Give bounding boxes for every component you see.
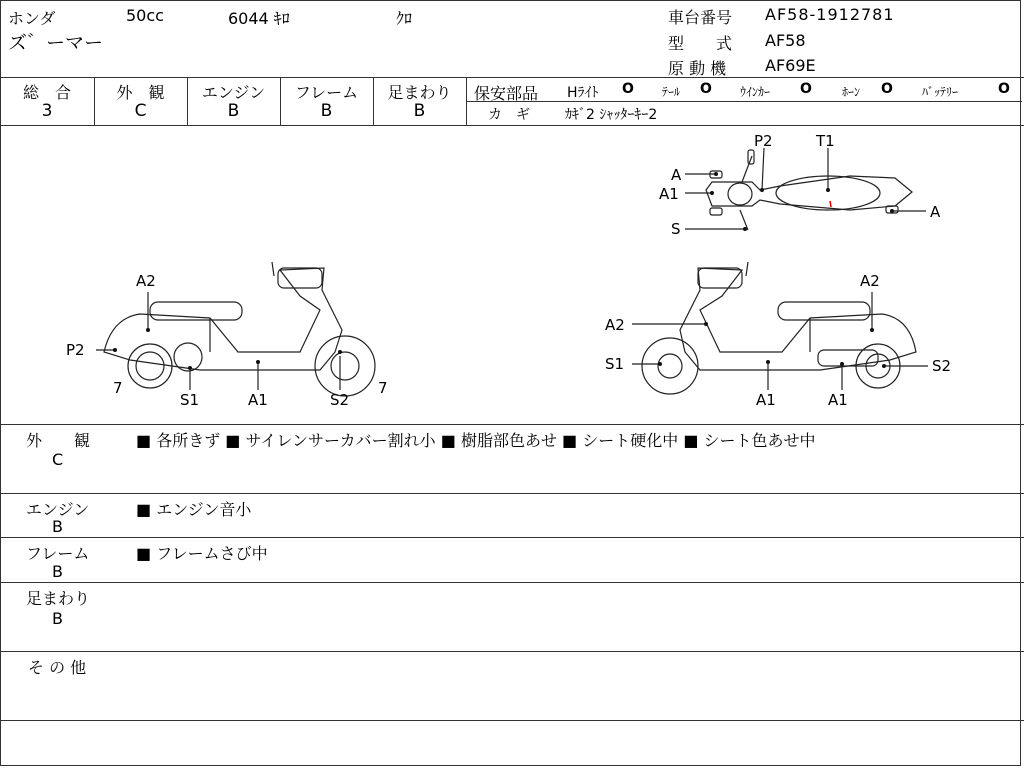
- frame-no: AF58-1912781: [765, 5, 895, 24]
- safety-item-tail: ﾃｰﾙ: [662, 85, 681, 99]
- color: ｸﾛ: [396, 9, 413, 28]
- label-left-7b: 7: [378, 379, 388, 397]
- safety-item-winker: ｳｲﾝｶｰ: [740, 85, 771, 99]
- divider: [0, 651, 1024, 652]
- grade-suspension: B: [413, 101, 426, 121]
- detail-items-frame: ■ フレームさび中: [136, 544, 268, 563]
- grade-frame: B: [320, 101, 333, 121]
- detail-items-exterior: ■ 各所きず ■ サイレンサーカバー割れ小 ■ 樹脂部色あせ ■ シート硬化中 ■ シート色あせ中: [136, 431, 816, 450]
- detail-label-engine: エンジン: [26, 500, 90, 519]
- divider: [0, 424, 1024, 425]
- model-name: ズ゛ーマー: [8, 32, 104, 54]
- detail-grade-frame: B: [52, 562, 63, 581]
- safety-item-horn: ﾎｰﾝ: [842, 85, 861, 99]
- label-left-s2: S2: [330, 391, 350, 409]
- label-left-s1: S1: [180, 391, 200, 409]
- engine-value: AF69E: [765, 56, 816, 75]
- safety-mark-horn: O: [881, 81, 893, 97]
- divider: [0, 582, 1024, 583]
- grade-exterior: C: [134, 101, 147, 121]
- grade-header-engine: エンジン: [201, 83, 266, 102]
- key-label: カ ギ: [488, 107, 530, 123]
- detail-label-exterior: 外 観: [26, 431, 91, 450]
- label-right-a1a: A1: [756, 391, 776, 409]
- grade-overall: 3: [41, 101, 53, 121]
- label-top-p2: P2: [754, 132, 773, 150]
- label-left-a1: A1: [248, 391, 268, 409]
- divider: [0, 537, 1024, 538]
- label-right-s1: S1: [605, 355, 625, 373]
- frame-no-label: 車台番号: [668, 8, 733, 27]
- label-top-a-right: A: [930, 203, 941, 221]
- displacement: 50cc: [126, 6, 164, 25]
- label-top-a-left: A: [671, 166, 682, 184]
- divider: [466, 101, 1022, 102]
- scooter-right-view: [632, 262, 928, 394]
- label-right-a2-rear: A2: [860, 272, 880, 290]
- type-label: 型 式: [668, 34, 733, 53]
- label-right-s2: S2: [932, 357, 952, 375]
- detail-items-engine: ■ エンジン音小: [136, 500, 252, 519]
- detail-label-suspension: 足まわり: [26, 589, 91, 608]
- label-right-a2-front: A2: [605, 316, 625, 334]
- safety-title: 保安部品: [474, 84, 539, 103]
- scooter-top-view: [685, 148, 926, 230]
- detail-grade-suspension: B: [52, 609, 63, 628]
- grade-engine: B: [227, 101, 240, 121]
- detail-grade-engine: B: [52, 517, 63, 536]
- grade-header-frame: フレーム: [294, 83, 359, 102]
- divider: [0, 77, 1024, 78]
- detail-label-frame: フレーム: [26, 544, 90, 563]
- scooter-diagram: [0, 126, 1022, 424]
- divider: [0, 493, 1024, 494]
- engine-label: 原 動 機: [668, 59, 727, 78]
- detail-label-other: そ の 他: [28, 658, 87, 677]
- type-value: AF58: [765, 31, 806, 50]
- label-top-a1: A1: [659, 185, 679, 203]
- detail-grade-exterior: C: [52, 450, 64, 469]
- label-left-a2: A2: [136, 272, 156, 290]
- safety-mark-tail: O: [700, 81, 712, 97]
- label-left-p2: P2: [66, 341, 85, 359]
- grade-header-overall: 総 合: [22, 83, 71, 102]
- label-top-t1: T1: [816, 132, 835, 150]
- label-top-s: S: [671, 220, 681, 238]
- safety-mark-headlight: O: [622, 81, 634, 97]
- label-left-7a: 7: [113, 379, 123, 397]
- key-text: ｶｷﾞ2 ｼｬｯﾀｰｷｰ2: [565, 107, 658, 123]
- divider: [0, 720, 1024, 721]
- grade-header-suspension: 足まわり: [387, 83, 452, 102]
- safety-mark-winker: O: [800, 81, 812, 97]
- mileage: 6044 ｷﾛ: [228, 9, 290, 28]
- safety-mark-battery: O: [998, 81, 1010, 97]
- safety-item-battery: ﾊﾞｯﾃﾘｰ: [922, 85, 959, 99]
- safety-item-headlight: Hﾗｲﾄ: [567, 85, 599, 101]
- maker: ホンダ: [8, 9, 56, 28]
- grade-header-exterior: 外 観: [116, 83, 165, 102]
- label-right-a1b: A1: [828, 391, 848, 409]
